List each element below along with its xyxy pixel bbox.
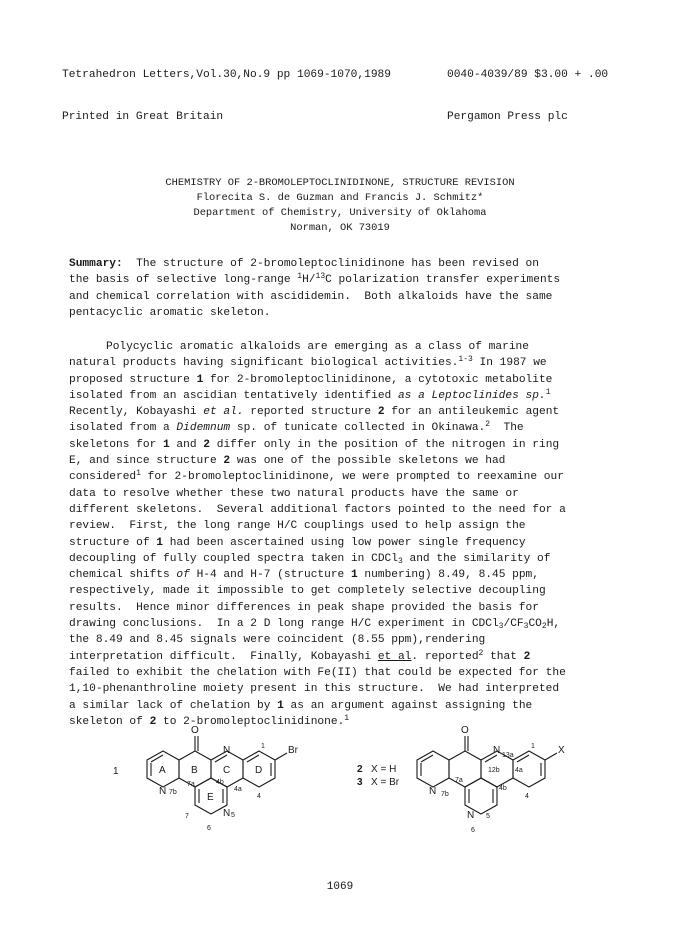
body-line: structure of 1 had been ascertained using low power single frequency: [69, 536, 526, 549]
body-line: skeletons for 1 and 2 differ only in the position of the nitrogen in ring: [69, 438, 560, 451]
ring-label-E: E: [207, 792, 214, 803]
atom-number: 4b: [499, 785, 507, 792]
body-line: data to resolve whether these two natural products have the same or: [69, 487, 519, 500]
summary-text-1: The structure of 2-bromoleptoclinidinone has been revised on: [122, 258, 539, 270]
ref-sup: 1-3: [458, 355, 473, 365]
ref-sup: 2: [485, 420, 491, 430]
nitrogen-label: N: [467, 810, 475, 821]
title-block: [0, 176, 680, 236]
ref-sup: 1: [136, 469, 141, 479]
printed-in: Printed in Great Britain: [62, 111, 224, 123]
atom-number: 12b: [488, 767, 500, 774]
ring-label-D: D: [255, 765, 263, 776]
compound-ref: 2: [223, 455, 231, 468]
authors: Florecita S. de Guzman and Francis J. Schmitz*: [196, 192, 484, 204]
issn-price: 0040-4039/89 $3.00 + .00: [447, 69, 609, 81]
summary-text-2a: the basis of selective long-range: [69, 274, 298, 287]
compound-ref: 1: [163, 438, 170, 451]
atom-number: 7b: [169, 789, 177, 796]
body-line: interpretation difficult. Finally, Kobayashi et al. reported$^2$ that 2: [69, 648, 531, 663]
compound-ref: 1: [156, 536, 163, 549]
compound-ref: 1: [277, 699, 284, 712]
bromine-label: Br: [288, 745, 298, 756]
structure-1-label: 1: [113, 766, 119, 777]
compound-ref: 1: [351, 569, 358, 582]
body-line: Recently, Kobayashi et al. reported structure 2 for an antileukemic agent: [69, 406, 560, 419]
compound-number: 2: [357, 764, 363, 775]
summary-text-2b: H/: [302, 274, 316, 287]
nitrogen-label: N: [429, 786, 437, 797]
body-line: review. First, the long range H/C couplings used to help assign the: [69, 520, 526, 533]
body-line: Polycyclic aromatic alkaloids are emerging as a class of marine: [106, 341, 529, 353]
summary-text-2c: C polarization transfer experiments: [325, 274, 561, 287]
sup-13: 13: [315, 272, 326, 282]
body-line: respectively, made it impossible to get completely selective decoupling: [69, 585, 546, 598]
ring-label-A: A: [159, 765, 166, 776]
atom-number: 4b: [216, 779, 224, 786]
atom-number: 1: [261, 743, 265, 750]
summary-label: Summary:: [69, 258, 123, 270]
nitrogen-label: N: [223, 745, 231, 756]
atom-number: 4a: [515, 767, 523, 774]
journal-header-right: [447, 40, 608, 152]
body-line: isolated from a Didemnum sp. of tunicate collected in Okinawa.$^2$ The: [69, 420, 524, 435]
article-title: CHEMISTRY OF 2-BROMOLEPTOCLINIDINONE, STRUCTURE REVISION: [165, 177, 515, 189]
publisher: Pergamon Press plc: [447, 111, 568, 123]
summary-text-3: and chemical correlation with ascididemin. Both alkaloids have the same: [69, 290, 553, 303]
body-line: different skeletons. Several additional factors pointed to the need for a: [69, 503, 566, 516]
atom-number: 4a: [234, 786, 242, 793]
x-substituent-label: X: [558, 745, 565, 756]
compound-ref: 1: [196, 373, 204, 386]
body-line: proposed structure 1 for 2-bromoleptoclinidinone, a cytotoxic metabolite: [69, 373, 553, 386]
ring-label-B: B: [191, 765, 198, 776]
body-line: the 8.49 and 8.45 signals were coincident (8.55 ppm),rendering: [69, 634, 486, 647]
structure-figure: [95, 722, 585, 842]
oxygen-label: O: [191, 725, 199, 736]
body-line: skeleton of 2 to 2-bromoleptoclinidinone.$^1$: [69, 713, 350, 728]
atom-number: 5: [231, 812, 235, 819]
atom-number: 7a: [455, 777, 463, 784]
nitrogen-label: N: [493, 745, 501, 756]
body-line: results. Hence minor differences in peak shape provided the basis for: [69, 601, 539, 614]
atom-number: 7a: [187, 781, 195, 788]
body-paragraph: [69, 339, 617, 730]
journal-header-left: [62, 40, 391, 152]
summary-text-4: pentacyclic aromatic skeleton.: [69, 306, 271, 319]
journal-citation: Tetrahedron Letters,Vol.30,No.9 pp 1069-1070,1989: [62, 69, 391, 81]
substituent-legend: X = H: [371, 764, 397, 775]
ring-label-C: C: [223, 765, 231, 776]
ref-sup: 1: [344, 713, 350, 723]
body-line: a similar lack of chelation by 1 as an argument against assigning the: [69, 699, 533, 712]
page-number: 1069: [326, 881, 354, 893]
body-line: chemical shifts of H-4 and H-7 (structure 1 numbering) 8.49, 8.45 ppm,: [69, 569, 539, 582]
atom-number: 6: [207, 825, 211, 832]
atom-number: 7b: [441, 791, 449, 798]
atom-number: 1: [531, 743, 535, 750]
atom-number: 4: [257, 793, 261, 800]
body-line: drawing conclusions. In a 2 D long range H/C experiment in $CDCl_3/CF_3CO_2H$,: [69, 618, 561, 632]
substituent-legend: X = Br: [371, 777, 400, 788]
compound-number: 3: [357, 777, 363, 788]
body-line: considered$^1$ for 2-bromoleptoclinidinone, we were prompted to reexamine our: [69, 469, 564, 484]
nitrogen-label: N: [159, 786, 167, 797]
atom-number: 13a: [502, 752, 514, 759]
summary-paragraph: [69, 256, 617, 321]
atom-number: 5: [486, 813, 490, 820]
ref-sup: 2: [478, 648, 484, 658]
compound-ref: 2: [523, 650, 531, 663]
affiliation: Department of Chemistry, University of Oklahoma: [193, 207, 487, 219]
body-line: 1,10-phenanthroline moiety present in this structure. We had interpreted: [69, 683, 560, 696]
compound-ref: 2: [203, 438, 211, 451]
body-line: decoupling of fully coupled spectra taken in CDCl$_3$ and the similarity of: [69, 552, 551, 566]
nitrogen-label: N: [223, 808, 231, 819]
body-line: isolated from an ascidian tentatively identified as a Leptoclinides sp.$^1$: [69, 387, 551, 402]
compound-ref: 2: [149, 715, 157, 728]
atom-number: 7: [185, 813, 189, 820]
structure-2-drawing: [417, 736, 557, 814]
body-line: E, and since structure 2 was one of the possible skeletons we had: [69, 455, 506, 468]
atom-number: 6: [471, 827, 475, 834]
atom-number: 4: [525, 793, 529, 800]
body-line: failed to exhibit the chelation with Fe(II) that could be expected for the: [69, 666, 566, 679]
sup-1: 1: [297, 272, 303, 282]
oxygen-label: O: [461, 725, 469, 736]
body-line: natural products having significant biological activities.$^{1-3}$ In 1987 we: [69, 355, 547, 370]
compound-ref: 2: [377, 406, 385, 419]
ref-sup: 1: [545, 387, 551, 397]
structure-1-drawing: [147, 736, 287, 814]
address: Norman, OK 73019: [290, 222, 390, 234]
